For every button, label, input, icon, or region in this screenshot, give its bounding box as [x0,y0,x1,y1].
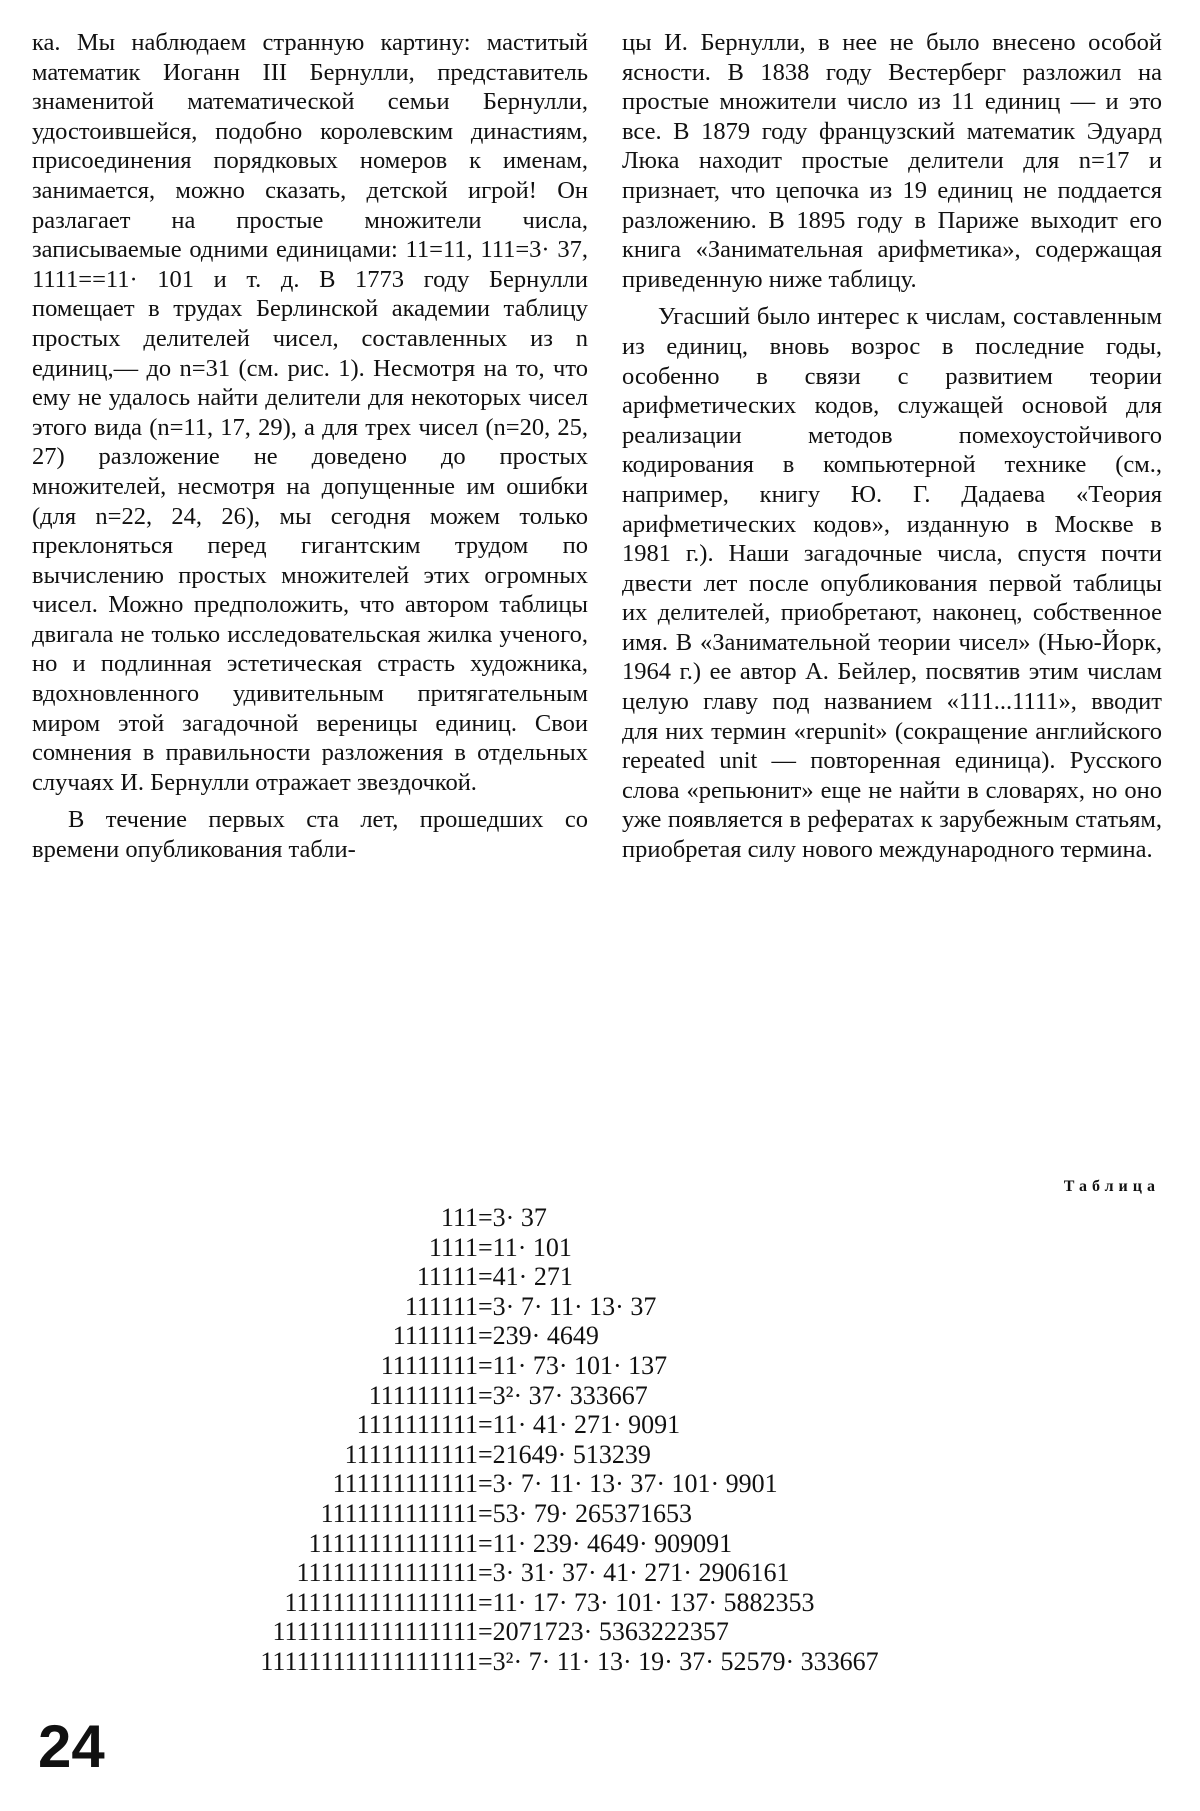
table-row [0,1558,1200,1588]
table-row [0,1233,1200,1263]
table-rhs: =3· 7· 11· 13· 37· 101· 9901 [478,1469,778,1499]
table-rhs: =11· 17· 73· 101· 137· 5882353 [478,1587,815,1617]
table-lhs: 11111111111111111 [272,1617,478,1647]
table-lhs: 111111111111 [332,1469,478,1499]
table-lhs: 1111111 [392,1321,478,1351]
left-paragraph-1: ка. Мы наблюдаем странную картину: маститый математик Иоганн III Бернулли, представитель знаменитой математической семьи Бернулли, удостоившейся, подобно королевским династиям, присоединения порядковых номеров к именам, занимается, можно сказать, детской игрой! Он разлагает на простые множители числа, записываемые одними единицами: 11=11, 111=3· 37, 1111==11· 101 и т. д. В 1773 году Бернулли помещает в трудах Берлинской академии таблицу простых делителей чисел, составленных из n единиц,— до n=31 (см. рис. 1). Несмотря на то, что ему не удалось найти делители для некоторых чисел этого вида (n=11, 17, 29), а для трех чисел (n=20, 25, 27) разложение не доведено до простых множителей, несмотря на допущенные им ошибки (для n=22, 24, 26), мы сегодня можем только преклоняться перед гигантским трудом по вычислению простых множителей этих огромных чисел. Можно предположить, что автором таблицы двигала не только исследовательская жилка ученого, но и подлинная эстетическая страсть художника, вдохновленного удивительным притягательным миром этой загадочной вереницы единиц. Свои сомнения в правильности разложения в отдельных случаях И. Бернулли отражает звездочкой. [32,29,588,796]
table-row [0,1469,1200,1499]
table-row [0,1410,1200,1440]
table-row [0,1499,1200,1529]
table-row [0,1203,1200,1233]
table-rhs: =11· 73· 101· 137 [478,1350,668,1380]
table-rhs: =3²· 37· 333667 [478,1380,648,1410]
table-lhs: 111111111111111 [296,1558,478,1588]
table-row [0,1617,1200,1647]
table-lhs: 111111 [404,1291,478,1321]
table-rhs: =3²· 7· 11· 13· 19· 37· 52579· 333667 [478,1646,879,1676]
right-paragraph-1: цы И. Бернулли, в нее не было внесено особой ясности. В 1838 году Вестерберг разложил на простые множители число из 11 единиц — и это все. В 1879 году французский математик Эдуард Люка находит простые делители для n=17 и признает, что цепочка из 19 единиц не поддается разложению. В 1895 году в Париже выходит его книга «Занимательная арифметика», содержащая приведенную ниже таблицу. [622,29,1162,293]
table-lhs: 111111111111111111 [260,1646,478,1676]
table-row [0,1588,1200,1618]
table-caption: Таблица [1063,1178,1160,1195]
table-rhs: =11· 41· 271· 9091 [478,1410,681,1440]
left-column [32,28,588,865]
table-row [0,1321,1200,1351]
left-paragraph-2: В течение первых ста лет, прошедших со времени опубликования табли- [32,806,588,864]
table-rhs: =11· 101 [478,1232,572,1262]
table-lhs: 1111 [428,1232,478,1262]
table-rhs: =3· 31· 37· 41· 271· 2906161 [478,1558,790,1588]
table-rhs: =239· 4649 [478,1321,599,1351]
table-rhs: =3· 37 [478,1203,547,1232]
table-row [0,1647,1200,1677]
table-rhs: =11· 239· 4649· 909091 [478,1528,733,1558]
right-column [622,28,1162,865]
table-row [0,1440,1200,1470]
table-rhs: =2071723· 5363222357 [478,1617,729,1647]
table-rhs: =21649· 513239 [478,1439,651,1469]
table-lhs: 11111111111 [344,1439,478,1469]
table-lhs: 1111111111 [356,1410,478,1440]
table-lhs: 11111111111111 [308,1528,478,1558]
table-row [0,1262,1200,1292]
table-row [0,1351,1200,1381]
table-lhs: 11111111 [380,1350,478,1380]
table-row [0,1292,1200,1322]
table-lhs: 111111111 [368,1380,478,1410]
repunit-factorization-table [0,1203,1200,1677]
table-lhs: 111 [440,1203,478,1232]
table-lhs: 1111111111111 [320,1498,478,1528]
table-row [0,1529,1200,1559]
table-rhs: =53· 79· 265371653 [478,1498,692,1528]
table-lhs: 1111111111111111 [284,1587,478,1617]
page-number: 24 [38,1713,105,1780]
table-lhs: 11111 [416,1262,478,1292]
table-rhs: =41· 271 [478,1262,573,1292]
table-rhs: =3· 7· 11· 13· 37 [478,1291,657,1321]
table-row [0,1381,1200,1411]
right-paragraph-2: Угасший было интерес к числам, составленным из единиц, вновь возрос в последние годы, особенно в связи с развитием теории арифметических кодов, служащей основой для реализации методов помехоустойчивого кодирования в компьютерной технике (см., например, книгу Ю. Г. Дадаева «Теория арифметических кодов», изданную в Москве в 1981 г.). Наши загадочные числа, спустя почти двести лет после опубликования первой таблицы их делителей, приобретают, наконец, собственное имя. В «Занимательной теории чисел» (Нью-Йорк, 1964 г.) ее автор А. Бейлер, посвятив этим числам целую главу под названием «111...1111», вводит для них термин «repunit» (сокращение английского repeated unit — повторенная единица). Русского слова «репьюнит» еще не найти в словарях, но оно уже появляется в рефератах к зарубежным статьям, приобретая силу нового международного термина. [622,303,1162,864]
